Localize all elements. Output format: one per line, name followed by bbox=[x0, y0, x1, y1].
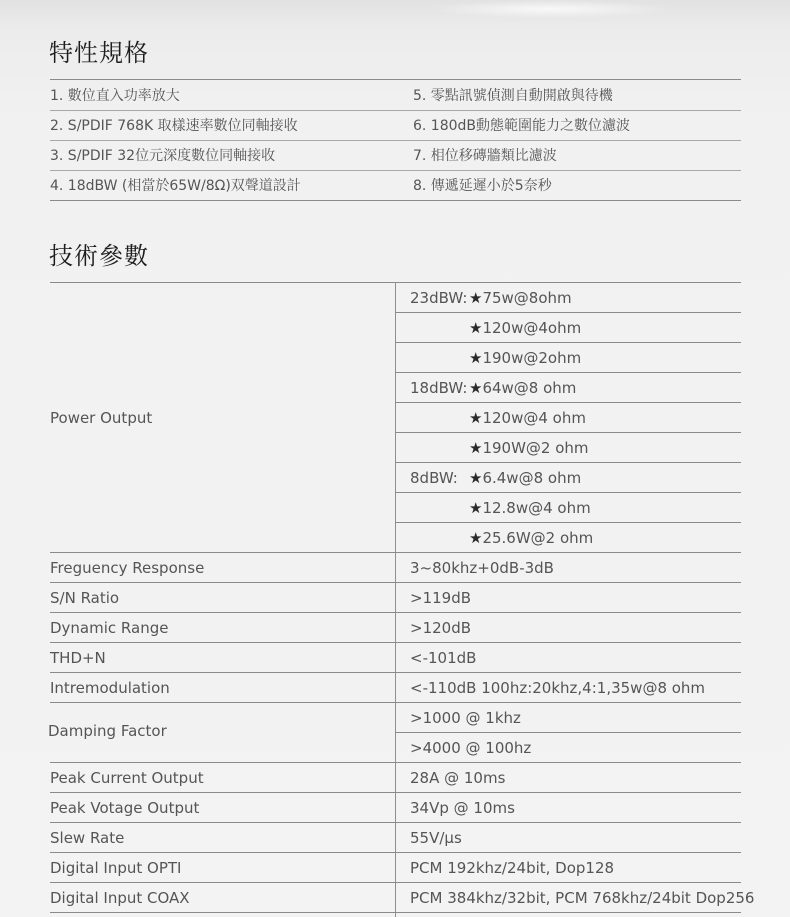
specs-row-rule bbox=[50, 822, 741, 823]
power-row-rule bbox=[395, 402, 741, 403]
spec-label: Slew Rate bbox=[50, 829, 125, 847]
feature-item: 5. 零點訊號偵測自動開啟與待機 bbox=[413, 88, 613, 104]
damping-factor-label: Damping Factor bbox=[48, 722, 167, 740]
spec-label: Intremodulation bbox=[50, 679, 170, 697]
spec-label: Peak Current Output bbox=[50, 769, 204, 787]
background-glare bbox=[430, 0, 670, 18]
feature-item: 3. S/PDIF 32位元深度數位同軸接收 bbox=[50, 148, 276, 164]
power-group-tag: 8dBW: bbox=[410, 469, 458, 487]
spec-value: 34Vp @ 10ms bbox=[410, 799, 515, 817]
power-row-rule bbox=[395, 492, 741, 493]
star-icon: ★ bbox=[469, 349, 483, 367]
specs-title: 技術參數 bbox=[49, 242, 149, 270]
features-top-rule bbox=[50, 79, 741, 80]
feature-item: 4. 18dBW (相當於65W/8Ω)双聲道設計 bbox=[50, 178, 301, 194]
power-value: ★120w@4ohm bbox=[469, 319, 582, 337]
spec-label: Digital Input OPTI bbox=[50, 859, 182, 877]
features-row-rule bbox=[50, 140, 741, 141]
spec-value: 28A @ 10ms bbox=[410, 769, 506, 787]
power-value: ★25.6W@2 ohm bbox=[469, 529, 594, 547]
spec-value: PCM 192khz/24bit, Dop128 bbox=[410, 859, 615, 877]
star-icon: ★ bbox=[469, 529, 483, 547]
power-group-tag: 23dBW: bbox=[410, 289, 468, 307]
spec-label: S/N Ratio bbox=[50, 589, 120, 607]
power-row-rule bbox=[395, 372, 741, 373]
power-value: ★190W@2 ohm bbox=[469, 439, 589, 457]
power-output-label: Power Output bbox=[50, 409, 153, 427]
features-row-rule bbox=[50, 110, 741, 111]
feature-item: 7. 相位移磚牆類比濾波 bbox=[413, 148, 557, 164]
spec-label: Dynamic Range bbox=[50, 619, 169, 637]
feature-item: 1. 數位直入功率放大 bbox=[50, 88, 180, 104]
power-value: ★12.8w@4 ohm bbox=[469, 499, 591, 517]
star-icon: ★ bbox=[469, 379, 483, 397]
spec-label: Peak Votage Output bbox=[50, 799, 200, 817]
specs-row-rule bbox=[50, 582, 741, 583]
power-value: ★120w@4 ohm bbox=[469, 409, 586, 427]
star-icon: ★ bbox=[469, 499, 483, 517]
power-row-rule bbox=[395, 342, 741, 343]
spec-value: <-110dB 100hz:20khz,4:1,35w@8 ohm bbox=[410, 679, 706, 697]
features-row-rule bbox=[50, 170, 741, 171]
damping-value: >4000 @ 100hz bbox=[410, 739, 532, 757]
star-icon: ★ bbox=[469, 319, 483, 337]
power-value: ★6.4w@8 ohm bbox=[469, 469, 582, 487]
feature-item: 6. 180dB動態範圍能力之數位濾波 bbox=[413, 118, 631, 134]
spec-value: PCM 384khz/32bit, PCM 768khz/24bit Dop256 bbox=[410, 889, 755, 907]
features-title: 特性規格 bbox=[49, 39, 149, 67]
power-value: ★64w@8 ohm bbox=[469, 379, 577, 397]
damping-value: >1000 @ 1khz bbox=[410, 709, 521, 727]
features-bottom-rule bbox=[50, 200, 741, 201]
spec-value: >119dB bbox=[410, 589, 472, 607]
spec-value: >120dB bbox=[410, 619, 472, 637]
power-row-rule bbox=[395, 312, 741, 313]
power-row-rule bbox=[395, 462, 741, 463]
star-icon: ★ bbox=[469, 439, 483, 457]
power-row-rule bbox=[395, 522, 741, 523]
feature-item: 2. S/PDIF 768K 取樣速率數位同軸接收 bbox=[50, 118, 298, 134]
power-group-tag: 18dBW: bbox=[410, 379, 468, 397]
specs-row-rule bbox=[50, 912, 741, 913]
specs-row-rule bbox=[50, 642, 741, 643]
star-icon: ★ bbox=[469, 409, 483, 427]
spec-label: THD+N bbox=[50, 649, 106, 667]
feature-item: 8. 傳遞延遲小於5奈秒 bbox=[413, 178, 552, 194]
specs-row-rule bbox=[50, 702, 741, 703]
star-icon: ★ bbox=[469, 469, 483, 487]
star-icon: ★ bbox=[469, 289, 483, 307]
power-row-rule bbox=[395, 432, 741, 433]
spec-value: <-101dB bbox=[410, 649, 477, 667]
spec-value: 55V/µs bbox=[410, 829, 462, 847]
spec-label: Digital Input COAX bbox=[50, 889, 190, 907]
spec-label: Freguency Response bbox=[50, 559, 205, 577]
spec-value: 3~80khz+0dB-3dB bbox=[410, 559, 554, 577]
power-value: ★75w@8ohm bbox=[469, 289, 572, 307]
power-value: ★190w@2ohm bbox=[469, 349, 582, 367]
